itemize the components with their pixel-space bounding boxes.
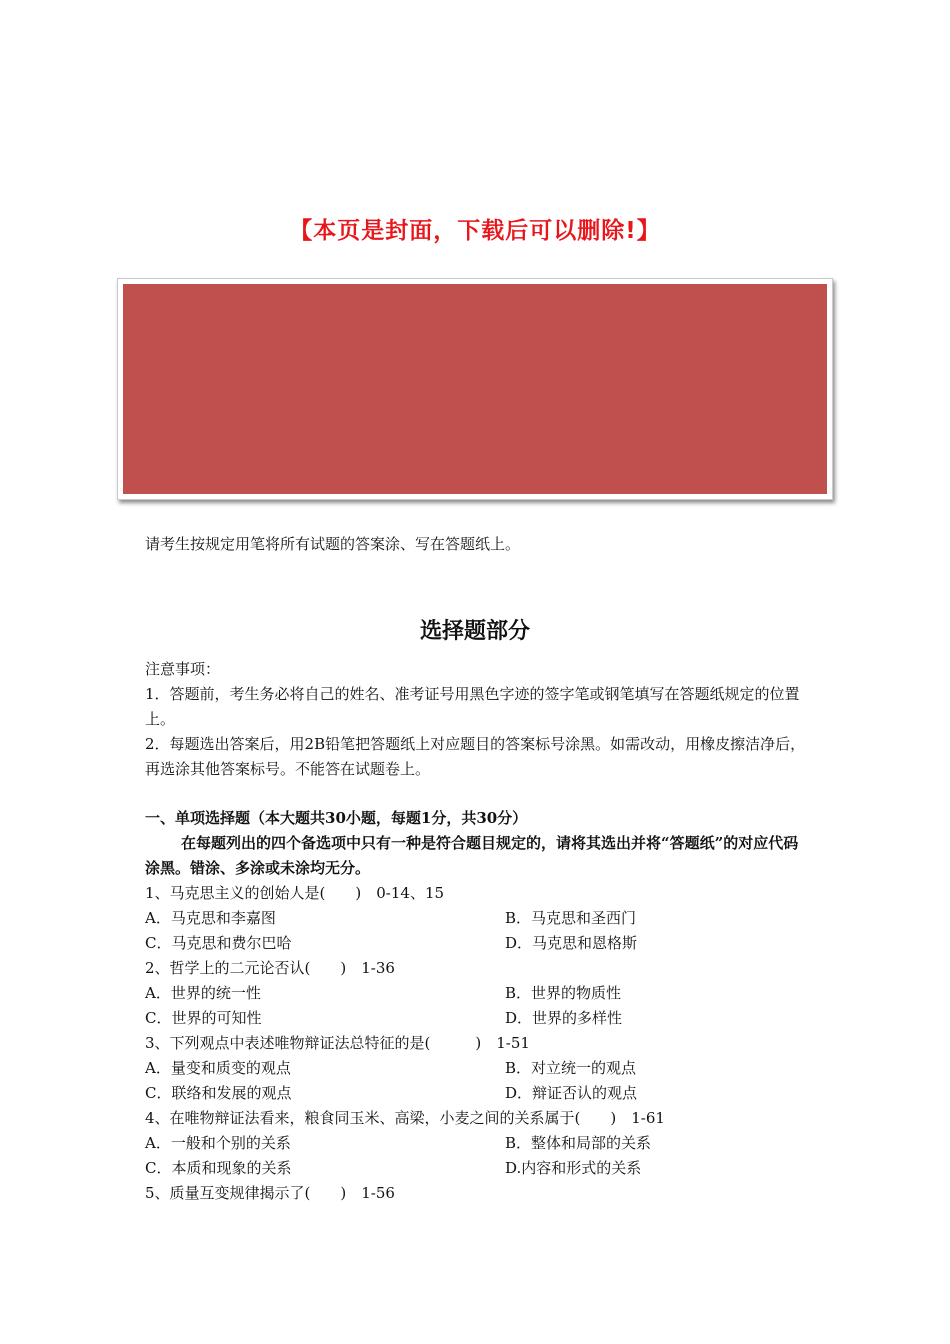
option-a: A．马克思和李嘉图 <box>145 909 276 927</box>
cover-banner <box>117 278 833 500</box>
option-row <box>145 1156 810 1181</box>
option-row <box>145 931 810 956</box>
option-c: C．本质和现象的关系 <box>145 1159 292 1177</box>
question-section <box>145 806 810 1206</box>
cover-banner-fill <box>123 284 827 494</box>
option-b: B．整体和局部的关系 <box>505 1134 652 1152</box>
notes-block <box>145 657 810 782</box>
answer-instruction: 请考生按规定用笔将所有试题的答案涂、写在答题纸上。 <box>145 535 521 553</box>
option-d: D.内容和形式的关系 <box>505 1159 642 1177</box>
part-heading: 一、单项选择题（本大题共30小题，每题1分，共30分） <box>145 809 528 827</box>
option-b: B．对立统一的观点 <box>505 1059 637 1077</box>
section-title: 选择题部分 <box>419 619 530 644</box>
option-row <box>145 906 810 931</box>
question-stem: 4、在唯物辩证法看来，粮食同玉米、高梁，小麦之间的关系属于( ) 1-61 <box>145 1109 665 1127</box>
option-row <box>145 1006 810 1031</box>
question-stem: 5、质量互变规律揭示了( ) 1-56 <box>145 1184 395 1202</box>
option-a: A．量变和质变的观点 <box>145 1059 291 1077</box>
option-b: B．马克思和圣西门 <box>505 909 637 927</box>
part-instruction: 在每题列出的四个备选项中只有一种是符合题目规定的，请将其选出并将“答题纸”的对应代码涂黑。错涂、多涂或未涂均无分。 <box>145 834 799 877</box>
note-item: 1．答题前，考生务必将自己的姓名、准考证号用黑色字迹的签字笔或钢笔填写在答题纸规定的位置上。 <box>145 685 800 728</box>
option-row <box>145 1081 810 1106</box>
option-c: C．马克思和费尔巴哈 <box>145 934 292 952</box>
question-stem: 3、下列观点中表述唯物辩证法总特征的是( ) 1-51 <box>145 1034 530 1052</box>
question-stem: 1、马克思主义的创始人是( ) 0-14、15 <box>145 884 445 902</box>
option-d: D．辩证否认的观点 <box>505 1084 638 1102</box>
option-d: D．世界的多样性 <box>505 1009 623 1027</box>
option-d: D．马克思和恩格斯 <box>505 934 638 952</box>
option-c: C．联络和发展的观点 <box>145 1084 292 1102</box>
option-row <box>145 981 810 1006</box>
question-stem: 2、哲学上的二元论否认( ) 1-36 <box>145 959 395 977</box>
cover-note: 【本页是封面，下载后可以删除!】 <box>289 218 661 244</box>
option-c: C．世界的可知性 <box>145 1009 262 1027</box>
note-item: 2．每题选出答案后，用2B铅笔把答题纸上对应题目的答案标号涂黑。如需改动，用橡皮擦洁净后，再选涂其他答案标号。不能答在试题卷上。 <box>145 735 806 778</box>
option-row <box>145 1056 810 1081</box>
notes-heading: 注意事项： <box>145 660 221 678</box>
option-row <box>145 1131 810 1156</box>
option-a: A．世界的统一性 <box>145 984 261 1002</box>
option-b: B．世界的物质性 <box>505 984 622 1002</box>
option-a: A．一般和个别的关系 <box>145 1134 291 1152</box>
